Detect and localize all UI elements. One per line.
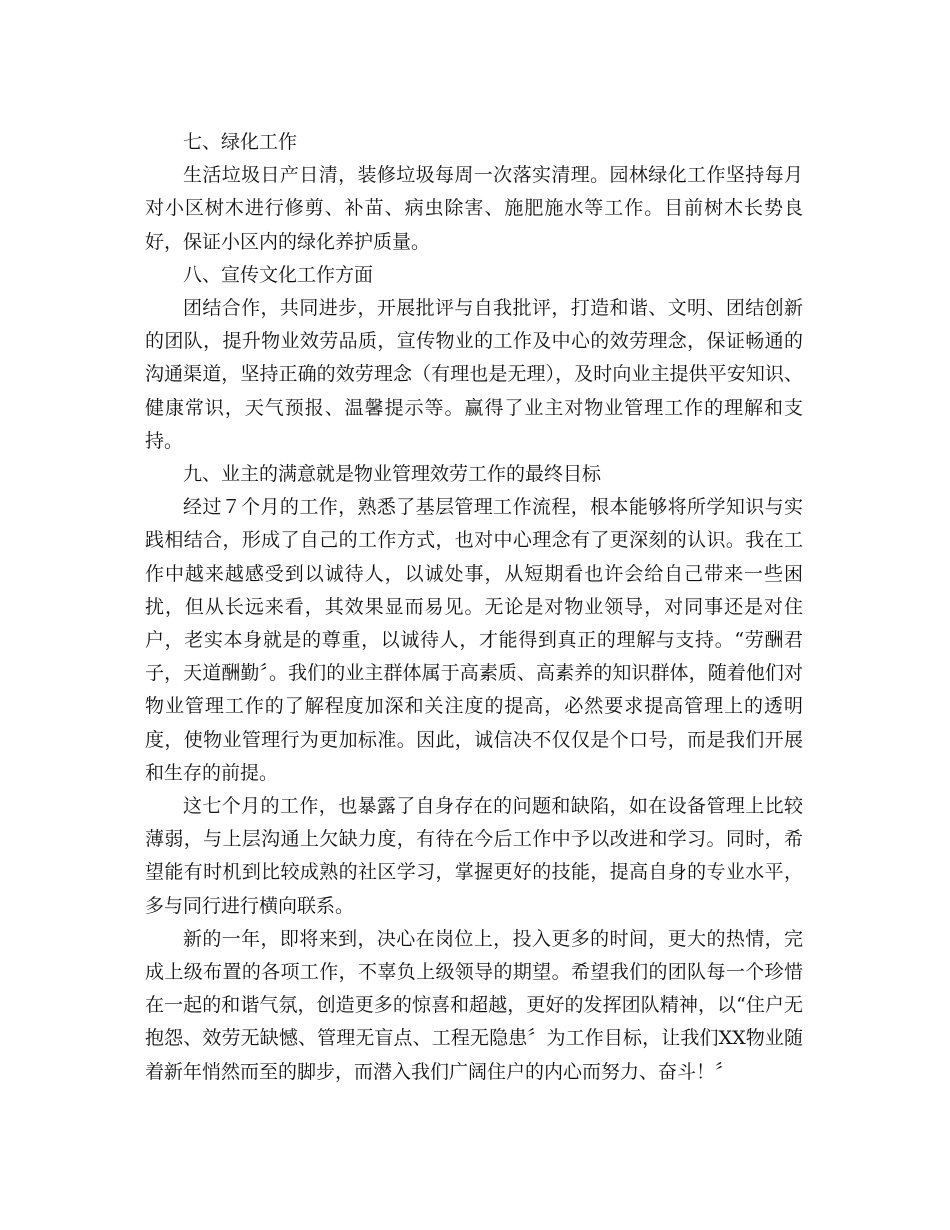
document-body: [145, 126, 803, 1089]
paragraph-publicity: 团结合作，共同进步，开展批评与自我批评，打造和谐、文明、团结创新的团队，提升物业效劳品质，宣传物业的工作及中心的效劳理念，保证畅通的沟通渠道，坚持正确的效劳理念（有理也是无理），及时向业主提供平安知识、健康常识，天气预报、温馨提示等。赢得了业主对物业管理工作的理解和支持。: [145, 297, 803, 452]
section-heading-satisfaction: 九、业主的满意就是物业管理效劳工作的最终目标: [183, 463, 602, 486]
paragraph-new-year: 新的一年，即将来到，决心在岗位上，投入更多的时间，更大的热情，完成上级布置的各项工作，不辜负上级领导的期望。希望我们的团队每一个珍惜在一起的和谐气氛，创造更多的惊喜和超越，更好的发挥团队精神，以“住户无抱怨、效劳无缺憾、管理无盲点、工程无隐患〞为工作目标，让我们XX物业随着新年悄然而至的脚步，而潜入我们广阔住户的内心而努力、奋斗！〞: [145, 927, 803, 1083]
paragraph-shortcomings: 这七个月的工作，也暴露了自身存在的问题和缺陷，如在设备管理上比较薄弱，与上层沟通上欠缺力度，有待在今后工作中予以改进和学习。同时，希望能有时机到比较成熟的社区学习，掌握更好的技能，提高自身的专业水平，多与同行进行横向联系。: [145, 795, 803, 917]
paragraph-greening: 生活垃圾日产日清，装修垃圾每周一次落实清理。园林绿化工作坚持每月对小区树木进行修剪、补苗、病虫除害、施肥施水等工作。目前树木长势良好，保证小区内的绿化养护质量。: [145, 164, 803, 253]
paragraph-experience: 经过７个月的工作，熟悉了基层管理工作流程，根本能够将所学知识与实践相结合，形成了自己的工作方式，也对中心理念有了更深刻的认识。我在工作中越来越感受到以诚待人，以诚处事，从短期看也许会给自己带来一些困扰，但从长远来看，其效果显而易见。无论是对物业领导，对同事还是对住户，老实本身就是的尊重，以诚待人，才能得到真正的理解与支持。“劳酬君子，天道酬勤〞。我们的业主群体属于高素质、高素养的知识群体，随着他们对物业管理工作的了解程度加深和关注度的提高，必然要求提高管理上的透明度，使物业管理行为更加标准。因此，诚信决不仅仅是个口号，而是我们开展和生存的前提。: [145, 496, 803, 784]
section-heading-greening: 七、绿化工作: [183, 131, 298, 153]
section-heading-publicity: 八、宣传文化工作方面: [183, 263, 374, 286]
